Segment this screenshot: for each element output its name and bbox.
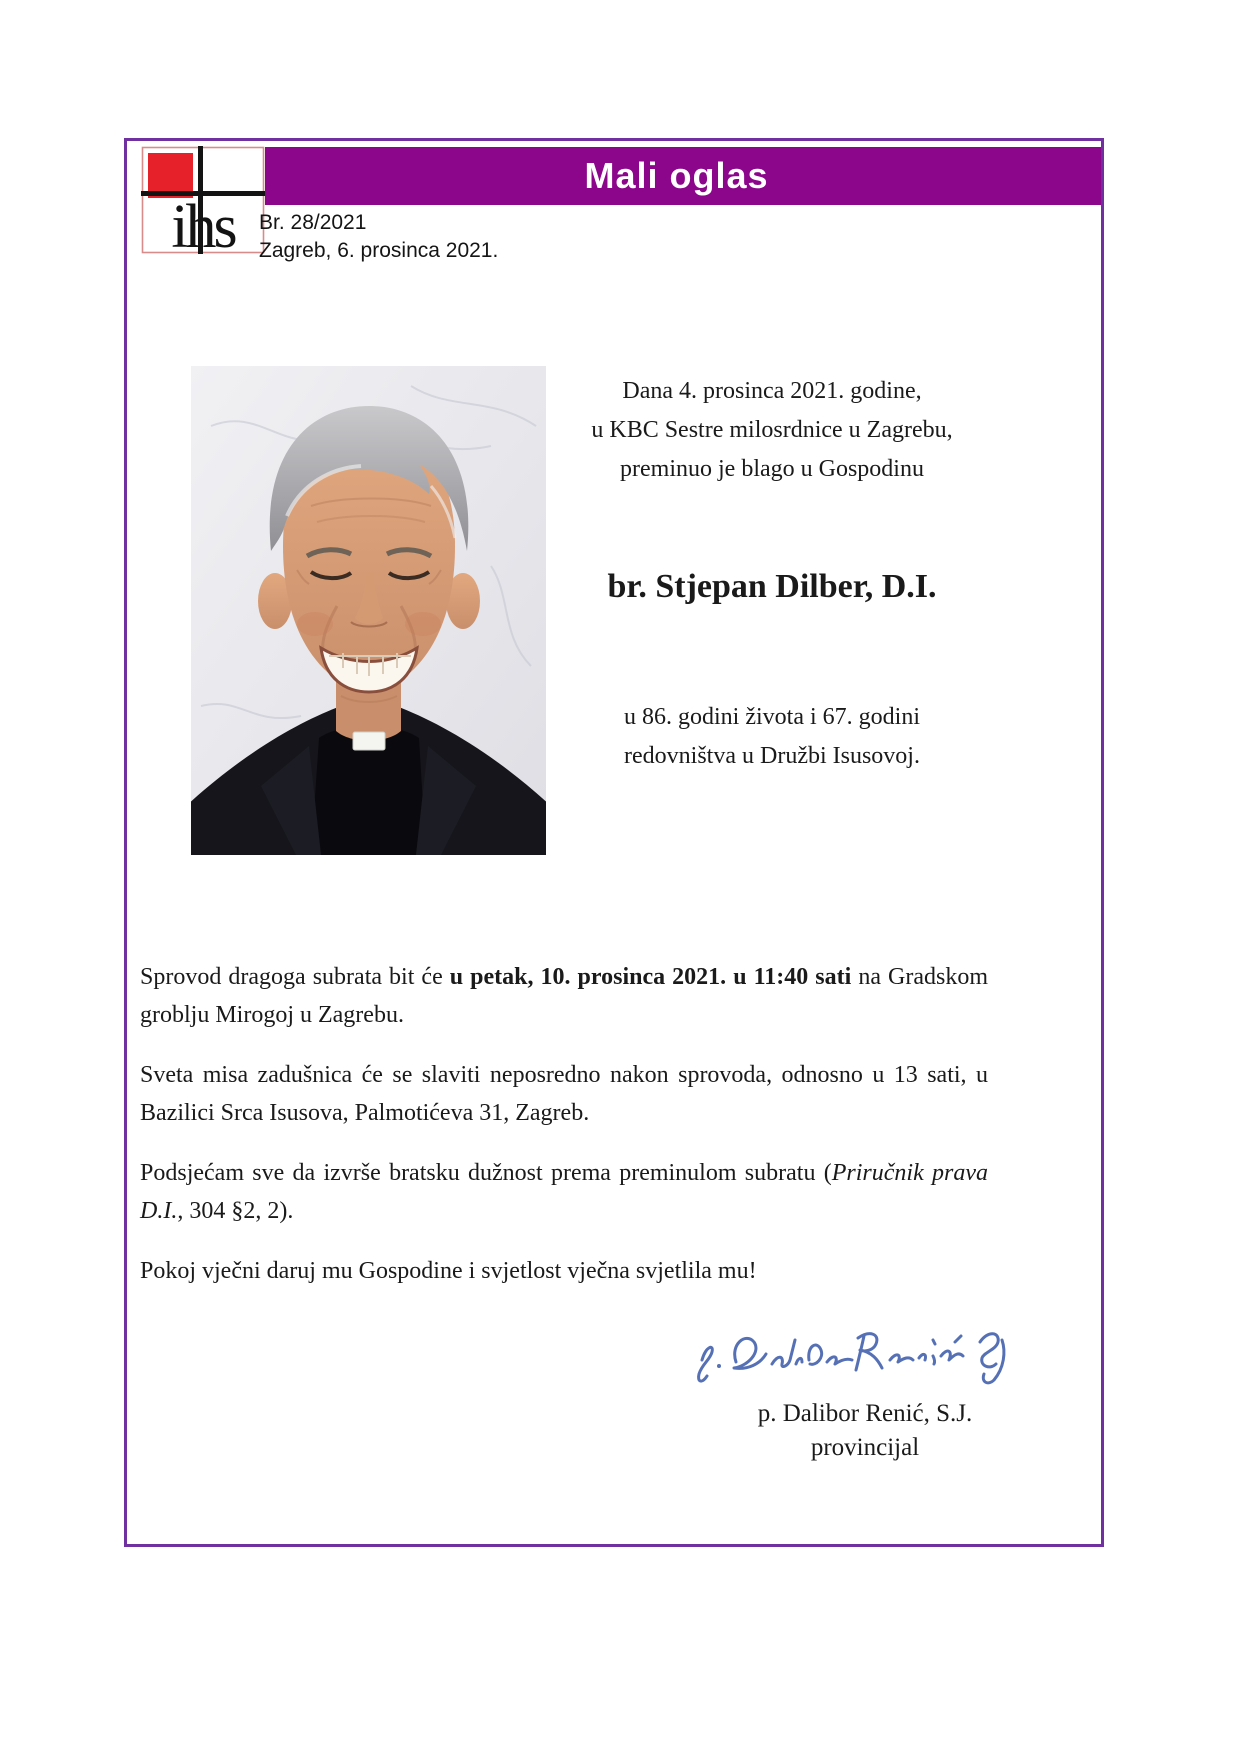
signature-handwriting — [688, 1314, 1010, 1400]
age-line-2: redovništva u Družbi Isusovoj. — [624, 743, 920, 769]
handbook-reference: Priručnik prava D.I. — [140, 1160, 988, 1224]
mass-paragraph: Sveta misa zadušnica će se slaviti neposredno nakon sprovoda, odnosno u 13 sati, u Bazilici Srca Isusova, Palmotićeva 31, Zagreb. — [140, 1062, 988, 1126]
age-text — [548, 698, 996, 776]
intro-text — [548, 372, 996, 489]
header-bar — [252, 147, 1101, 205]
duty-citation: , 304 §2, 2). — [177, 1198, 294, 1224]
funeral-datetime: u petak, 10. prosinca 2021. u 11:40 sati — [449, 964, 852, 990]
portrait-photo — [191, 366, 546, 855]
ihs-logo — [141, 146, 265, 254]
doc-dateline: Zagreb, 6. prosinca 2021. — [259, 239, 499, 262]
intro-line-2: u KBC Sestre milosrdnice u Zagrebu, — [591, 417, 953, 443]
funeral-text: Sprovod dragoga subrata bit će — [140, 964, 450, 990]
signatory-name: p. Dalibor Renić, S.J. — [757, 1400, 973, 1427]
signatory-title: provincijal — [810, 1434, 920, 1461]
duty-paragraph — [140, 1154, 988, 1230]
doc-number: Br. 28/2021 — [259, 211, 367, 234]
funeral-location: na Gradskom groblju Mirogoj u Zagrebu. — [140, 964, 989, 1028]
page-title: Mali oglas — [584, 155, 769, 196]
clerical-collar — [353, 732, 385, 750]
prayer-paragraph: Pokoj vječni daruj mu Gospodine i svjetlost vječna svjetlila mu! — [140, 1258, 757, 1284]
signatory-block — [700, 1397, 1030, 1465]
logo-ihs-text: ihs — [171, 193, 235, 254]
intro-line-3: preminuo je blago u Gospodinu — [620, 456, 924, 482]
intro-line-1: Dana 4. prosinca 2021. godine, — [622, 378, 922, 404]
age-line-1: u 86. godini života i 67. godini — [624, 704, 920, 730]
deceased-name: br. Stjepan Dilber, D.I. — [607, 568, 937, 605]
document-meta — [259, 209, 498, 265]
duty-text: Podsjećam sve da izvrše bratsku dužnost prema preminulom subratu ( — [140, 1160, 832, 1186]
funeral-paragraph — [140, 958, 988, 1034]
